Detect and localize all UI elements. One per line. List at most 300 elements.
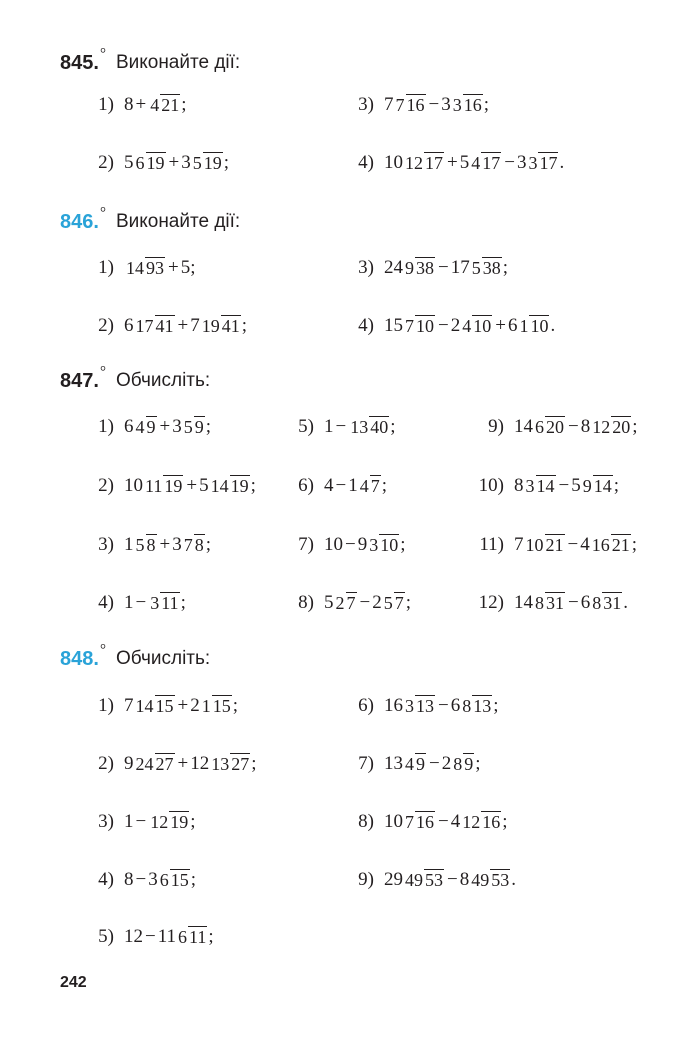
operator: −: [428, 94, 440, 115]
math-expression: [124, 475, 256, 497]
operator: −: [359, 592, 371, 613]
item-label: 1): [98, 695, 114, 716]
numerator: 14: [210, 476, 229, 496]
exercise-item: [464, 399, 638, 455]
denominator: 53: [491, 870, 510, 890]
punctuation: ;: [205, 534, 211, 555]
denominator: 93: [146, 258, 164, 278]
denominator: 21: [161, 95, 180, 115]
exercise-item: [88, 794, 196, 850]
degree-mark: °: [99, 204, 106, 221]
numerator: 6: [135, 153, 145, 173]
numerator: 14: [126, 258, 144, 278]
whole-number: 4: [580, 534, 590, 555]
denominator: 8: [194, 535, 204, 555]
fraction: [471, 257, 502, 279]
punctuation: ;: [190, 869, 196, 890]
denominator: 40: [370, 417, 389, 437]
item-label: 4): [358, 315, 374, 336]
numerator: 10: [525, 535, 544, 555]
denominator: 10: [530, 316, 549, 336]
numerator: 3: [369, 535, 379, 555]
denominator: 16: [416, 812, 434, 832]
punctuation: ;: [205, 416, 211, 437]
exercise-item: [88, 575, 186, 631]
denominator: 7: [346, 593, 356, 613]
exercise-item: [348, 794, 508, 850]
denominator: 14: [536, 476, 555, 496]
math-expression: [124, 257, 196, 279]
item-label: 10): [478, 475, 504, 496]
item-label: 2): [98, 753, 114, 774]
numerator: 5: [471, 258, 481, 278]
fraction: [461, 811, 501, 833]
fraction: [383, 592, 405, 614]
math-expression: [124, 534, 211, 556]
operator: +: [495, 315, 506, 336]
fraction: [404, 152, 444, 174]
operator: +: [447, 152, 458, 173]
exercise-item: [88, 240, 196, 296]
whole-number: 5: [571, 475, 581, 496]
whole-number: 7: [124, 695, 134, 716]
denominator: 38: [416, 258, 434, 278]
operator: +: [168, 152, 180, 173]
item-label: 3): [358, 94, 374, 115]
fraction: [183, 534, 205, 556]
item-label: 9): [488, 416, 504, 437]
item-label: 3): [98, 534, 114, 555]
whole-number: 10: [324, 534, 343, 555]
fraction: [452, 94, 483, 116]
fraction: [404, 315, 435, 337]
fraction: [470, 152, 501, 174]
punctuation: ;: [475, 753, 481, 774]
fraction: [527, 152, 558, 174]
fraction: [135, 152, 166, 174]
operator: −: [335, 416, 347, 437]
denominator: 13: [416, 696, 434, 716]
numerator: 4: [150, 95, 160, 115]
numerator: 12: [150, 812, 169, 832]
numerator: 3: [405, 696, 414, 716]
punctuation: ;: [190, 811, 196, 832]
fraction: [461, 695, 492, 717]
whole-number: 1: [124, 534, 134, 555]
fraction: [149, 592, 179, 614]
whole-number: 5: [180, 257, 191, 278]
fraction: [135, 416, 157, 438]
numerator: 16: [591, 535, 610, 555]
exercise-header: [60, 45, 241, 78]
math-expression: [124, 753, 257, 775]
operator: −: [438, 811, 449, 832]
whole-number: 11: [157, 926, 177, 947]
denominator: 7: [370, 476, 380, 496]
exercise-item: [464, 458, 619, 514]
item-label: 4): [358, 152, 374, 173]
denominator: 53: [425, 870, 443, 890]
whole-number: 6: [450, 695, 461, 716]
denominator: 10: [380, 535, 399, 555]
exercise-item: [464, 517, 637, 573]
math-expression: [124, 869, 196, 891]
whole-number: 1: [124, 811, 134, 832]
numerator: 1: [201, 696, 211, 716]
punctuation: ;: [631, 534, 637, 555]
operator: −: [568, 416, 579, 437]
math-expression: [514, 592, 628, 614]
whole-number: 1: [324, 416, 334, 437]
item-label: 3): [358, 257, 374, 278]
exercise-number: 847.: [60, 369, 99, 392]
numerator: 19: [201, 316, 220, 336]
item-label: 2): [98, 315, 114, 336]
fraction: [591, 416, 631, 438]
exercise-item: [288, 399, 396, 455]
whole-number: 8: [580, 416, 591, 437]
exercise-item: [348, 852, 516, 908]
item-label: 7): [358, 753, 374, 774]
punctuation: ;: [381, 475, 387, 496]
punctuation: ;: [251, 753, 257, 774]
punctuation: ;: [493, 695, 499, 716]
operator: −: [568, 592, 579, 613]
whole-number: 1: [348, 475, 358, 496]
fraction: [135, 695, 175, 717]
whole-number: 12: [190, 753, 210, 774]
whole-number: 10: [124, 475, 143, 496]
numerator: 2: [335, 593, 345, 613]
denominator: 17: [482, 153, 501, 173]
numerator: 4: [462, 316, 472, 336]
math-expression: [324, 592, 411, 614]
operator: +: [186, 475, 198, 496]
numerator: 49: [405, 870, 423, 890]
math-expression: [124, 416, 211, 438]
operator: +: [177, 753, 189, 774]
whole-number: 10: [384, 152, 403, 173]
fraction: [452, 753, 474, 775]
denominator: 16: [463, 95, 482, 115]
fraction: [192, 152, 223, 174]
denominator: 17: [539, 153, 558, 173]
numerator: 3: [150, 593, 160, 613]
exercise-item: [88, 458, 256, 514]
whole-number: 6: [507, 315, 518, 336]
operator: −: [438, 695, 449, 716]
fraction: [461, 315, 492, 337]
fraction: [177, 926, 207, 948]
punctuation: ;: [502, 811, 508, 832]
whole-number: 8: [459, 869, 470, 890]
math-expression: [124, 592, 186, 614]
whole-number: 4: [450, 811, 461, 832]
whole-number: 3: [148, 869, 158, 890]
math-expression: [384, 152, 564, 174]
whole-number: 9: [357, 534, 368, 555]
punctuation: ;: [232, 695, 238, 716]
item-label: 6): [298, 475, 314, 496]
fraction: [349, 416, 389, 438]
denominator: 41: [155, 316, 174, 336]
punctuation: ;: [208, 926, 214, 947]
denominator: 7: [394, 593, 404, 613]
whole-number: 13: [384, 753, 403, 774]
punctuation: .: [511, 869, 516, 890]
fraction: [149, 811, 189, 833]
fraction: [404, 869, 444, 891]
operator: −: [438, 315, 449, 336]
fraction: [125, 257, 165, 279]
exercise-item: [288, 575, 411, 631]
whole-number: 5: [324, 592, 334, 613]
whole-number: 29: [384, 869, 403, 890]
fraction: [404, 753, 426, 775]
numerator: 1: [519, 316, 529, 336]
denominator: 15: [170, 870, 189, 890]
whole-number: 7: [190, 315, 200, 336]
operator: +: [159, 534, 171, 555]
punctuation: ;: [241, 315, 247, 336]
math-expression: [324, 475, 387, 497]
denominator: 9: [416, 754, 425, 774]
exercise-instruction: Виконайте дії:: [115, 211, 241, 232]
numerator: 14: [135, 696, 154, 716]
numerator: 9: [405, 258, 414, 278]
numerator: 7: [395, 95, 405, 115]
whole-number: 12: [124, 926, 143, 947]
degree-mark: °: [99, 363, 106, 380]
whole-number: 2: [450, 315, 461, 336]
exercise-item: [348, 298, 555, 354]
exercise-item: [88, 736, 257, 792]
item-label: 5): [98, 926, 114, 947]
denominator: 17: [425, 153, 443, 173]
whole-number: 1: [124, 592, 134, 613]
denominator: 9: [146, 417, 156, 437]
exercise-number: 845.: [60, 51, 99, 74]
punctuation: ;: [400, 534, 406, 555]
whole-number: 3: [172, 534, 182, 555]
whole-number: 14: [514, 416, 533, 437]
fraction: [518, 315, 549, 337]
math-expression: [384, 94, 489, 116]
numerator: 7: [405, 812, 414, 832]
whole-number: 24: [384, 257, 403, 278]
item-label: 12): [478, 592, 504, 613]
whole-number: 8: [124, 869, 134, 890]
whole-number: 14: [514, 592, 533, 613]
whole-number: 15: [384, 315, 403, 336]
operator: −: [438, 257, 449, 278]
fraction: [149, 94, 180, 116]
exercise-item: [348, 678, 499, 734]
numerator: 17: [135, 316, 154, 336]
fraction: [404, 811, 435, 833]
denominator: 8: [146, 535, 156, 555]
exercise-item: [348, 135, 564, 191]
math-expression: [124, 94, 187, 116]
denominator: 21: [611, 535, 630, 555]
punctuation: .: [623, 592, 628, 613]
denominator: 41: [221, 316, 240, 336]
math-expression: [384, 811, 508, 833]
numerator: 7: [183, 535, 193, 555]
exercise-number: 848.: [60, 647, 99, 670]
numerator: 11: [145, 476, 163, 496]
numerator: 4: [471, 153, 481, 173]
whole-number: 8: [124, 94, 134, 115]
math-expression: [384, 315, 555, 337]
denominator: 19: [170, 812, 189, 832]
fraction: [210, 753, 250, 775]
item-label: 4): [98, 592, 114, 613]
punctuation: ;: [223, 152, 229, 173]
whole-number: 3: [172, 416, 182, 437]
denominator: 31: [546, 593, 564, 613]
numerator: 3: [525, 476, 535, 496]
numerator: 8: [462, 696, 472, 716]
fraction: [470, 869, 510, 891]
item-label: 7): [298, 534, 314, 555]
item-label: 1): [98, 257, 114, 278]
numerator: 4: [135, 417, 145, 437]
denominator: 19: [203, 153, 222, 173]
math-expression: [514, 416, 638, 438]
operator: −: [504, 152, 515, 173]
numerator: 7: [405, 316, 414, 336]
numerator: 5: [383, 593, 393, 613]
fraction: [135, 315, 175, 337]
page-number: 242: [60, 974, 87, 991]
numerator: 8: [535, 593, 544, 613]
fraction: [359, 475, 381, 497]
exercise-instruction: Виконайте дії:: [115, 52, 241, 73]
operator: −: [135, 869, 147, 890]
numerator: 3: [528, 153, 538, 173]
exercise-item: [348, 736, 481, 792]
fraction: [404, 257, 435, 279]
whole-number: 3: [441, 94, 451, 115]
numerator: 6: [159, 870, 169, 890]
exercise-item: [88, 399, 211, 455]
numerator: 5: [183, 417, 193, 437]
fraction: [591, 534, 631, 556]
item-label: 2): [98, 152, 114, 173]
math-expression: [124, 315, 247, 337]
denominator: 15: [155, 696, 174, 716]
whole-number: 3: [181, 152, 191, 173]
numerator: 9: [582, 476, 592, 496]
fraction: [135, 534, 157, 556]
numerator: 4: [359, 476, 369, 496]
whole-number: 4: [324, 475, 334, 496]
fraction: [525, 534, 565, 556]
exercise-item: [288, 458, 387, 514]
item-label: 1): [98, 94, 114, 115]
numerator: 49: [471, 870, 490, 890]
exercise-item: [348, 77, 489, 133]
numerator: 13: [211, 754, 230, 774]
punctuation: ;: [250, 475, 256, 496]
denominator: 9: [194, 417, 204, 437]
numerator: 6: [178, 927, 188, 947]
numerator: 12: [592, 417, 611, 437]
fraction: [201, 695, 232, 717]
item-label: 6): [358, 695, 374, 716]
math-expression: [384, 753, 481, 775]
whole-number: 6: [124, 315, 134, 336]
whole-number: 7: [384, 94, 394, 115]
denominator: 10: [473, 316, 492, 336]
exercise-item: [88, 77, 187, 133]
exercise-item: [88, 135, 229, 191]
operator: +: [177, 695, 189, 716]
denominator: 15: [212, 696, 231, 716]
exercise-item: [348, 240, 508, 296]
numerator: 4: [405, 754, 414, 774]
numerator: 13: [350, 417, 369, 437]
punctuation: ;: [405, 592, 411, 613]
whole-number: 6: [124, 416, 134, 437]
punctuation: .: [559, 152, 565, 173]
punctuation: .: [550, 315, 556, 336]
whole-number: 2: [441, 753, 452, 774]
whole-number: 10: [384, 811, 403, 832]
punctuation: ;: [613, 475, 619, 496]
operator: −: [135, 592, 147, 613]
whole-number: 5: [124, 152, 134, 173]
operator: −: [429, 753, 440, 774]
item-label: 8): [298, 592, 314, 613]
exercise-item: [288, 517, 406, 573]
math-expression: [324, 416, 396, 438]
math-expression: [124, 811, 196, 833]
fraction: [582, 475, 613, 497]
item-label: 2): [98, 475, 114, 496]
fraction: [525, 475, 556, 497]
operator: −: [345, 534, 356, 555]
numerator: 12: [405, 153, 423, 173]
math-expression: [384, 257, 508, 279]
fraction: [404, 695, 435, 717]
numerator: 24: [135, 754, 154, 774]
exercise-instruction: Обчисліть:: [115, 648, 211, 669]
whole-number: 6: [580, 592, 591, 613]
math-expression: [124, 152, 229, 174]
punctuation: ;: [181, 94, 187, 115]
exercise-header: [60, 363, 211, 396]
fraction: [395, 94, 426, 116]
fraction: [335, 592, 357, 614]
numerator: 3: [452, 95, 462, 115]
fraction: [534, 592, 565, 614]
numerator: 6: [535, 417, 544, 437]
math-expression: [384, 695, 499, 717]
operator: +: [135, 94, 147, 115]
numerator: 8: [592, 593, 602, 613]
math-expression: [124, 695, 238, 717]
exercise-instruction: Обчисліть:: [115, 370, 211, 391]
degree-mark: °: [99, 641, 106, 658]
denominator: 31: [603, 593, 622, 613]
whole-number: 9: [124, 753, 134, 774]
operator: −: [335, 475, 347, 496]
denominator: 16: [482, 812, 501, 832]
item-label: 11): [479, 534, 504, 555]
fraction: [534, 416, 565, 438]
